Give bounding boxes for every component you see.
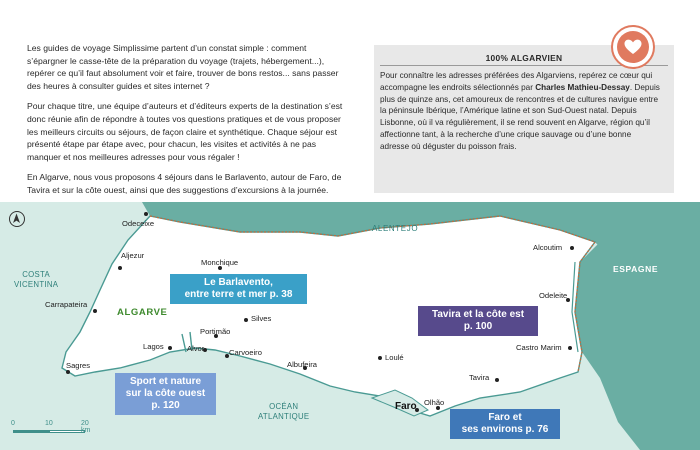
scale-label-0: 0	[11, 420, 15, 427]
callout-tavira-line2: p. 100	[463, 321, 493, 332]
region-label-alentejo: ALENTEJO	[372, 224, 419, 233]
town-label-olhao: Olhão	[424, 398, 445, 407]
town-label-alvor: Alvor	[187, 344, 205, 353]
callout-faro[interactable]	[450, 409, 560, 439]
sidebar-text-after: . Depuis plus de quinze ans, cet amoureux de rencontres et de cultures navigue entre la péninsule Ibérique, l’Amérique latine et son Sud-Ouest natal. Depuis Lisbonne, où il va régulièrement, il se rend souvent en Algarve, région qu’il affectionne tant, à la recherche d’une crique sauvage ou d’une bonne adresse où déguster du poisson frais.	[380, 82, 660, 151]
sea-label-ocean-line1: OCÉAN	[269, 402, 299, 411]
callout-tavira-line1: Tavira et la côte est	[431, 309, 525, 320]
town-label-castro-marim: Castro Marim	[516, 343, 562, 352]
town-dot-odeceixe	[144, 212, 148, 216]
town-dot-tavira	[495, 378, 499, 382]
callout-barlavento[interactable]	[170, 274, 307, 304]
intro-paragraph-2: Pour chaque titre, une équipe d’auteurs et d’éditeurs experts de la destination s’est donc réunie afin de répondre à toutes vos questions pratiques et de vous proposer les meilleurs circuits ou séjours, de façon claire et synthétique. Chaque séjour est présenté étape par étape avec, pour chacun, les visites et activités à ne pas manquer et nos meilleures adresses pour vous régaler !	[27, 101, 343, 162]
sea-label-vicentina: VICENTINA	[14, 280, 59, 289]
map-graphic	[0, 202, 700, 450]
town-dot-castro-marim	[568, 346, 572, 350]
callout-sport-line3: p. 120	[151, 400, 180, 411]
sea-label-ocean	[258, 402, 309, 422]
town-dot-lagos	[168, 346, 172, 350]
callout-faro-line1: Faro et	[488, 412, 522, 423]
town-label-odeleite: Odeleite	[539, 291, 568, 300]
town-label-aljezur: Aljezur	[121, 251, 145, 260]
sea-label-costa-vicentina	[14, 270, 58, 290]
town-label-albufeira: Albufeira	[287, 360, 317, 369]
region-label-espagne: ESPAGNE	[613, 264, 659, 274]
town-label-monchique: Monchique	[201, 258, 239, 267]
callout-barlavento-line2: entre terre et mer p. 38	[184, 289, 293, 300]
intro-text	[27, 42, 345, 205]
callout-sport-nature[interactable]	[115, 373, 216, 415]
callout-tavira[interactable]	[418, 306, 538, 336]
compass-arrow	[10, 212, 23, 225]
compass-icon	[9, 211, 25, 227]
town-label-portimao: Portimão	[200, 327, 231, 336]
town-label-lagos: Lagos	[143, 342, 164, 351]
heart-icon	[610, 24, 656, 70]
callout-barlavento-line1: Le Barlavento,	[204, 277, 273, 288]
town-dot-loule	[378, 356, 382, 360]
scale-label-20: 20 km	[81, 420, 91, 434]
intro-paragraph-3: En Algarve, nous vous proposons 4 séjours dans le Barlavento, autour de Faro, de Tavira et sur la côte ouest, ainsi que des suggestions d’excursions à la journée.	[27, 172, 342, 195]
town-dot-carrapateira	[93, 309, 97, 313]
scale-bar-segment	[49, 430, 85, 433]
town-label-faro: Faro	[395, 401, 417, 412]
algarve-map	[0, 202, 700, 450]
region-label-algarve: ALGARVE	[117, 307, 168, 318]
sea-label-costa: COSTA	[22, 270, 51, 279]
town-label-loule: Loulé	[385, 353, 404, 362]
sidebar-title: 100% ALGARVIEN	[485, 53, 563, 63]
town-label-carvoeiro: Carvoeiro	[229, 348, 262, 357]
town-label-tavira: Tavira	[469, 373, 490, 382]
intro-paragraph-1: Les guides de voyage Simplissime partent d’un constat simple : comment s’épargner le casse-tête de la préparation du voyage (trajets, hébergement...), repérer ce qu’il faut absolument voir et faire, trouver de bons restos... sans passer des heures à consulter guides et sites internet ?	[27, 43, 339, 91]
sea-label-ocean-line2: ATLANTIQUE	[258, 412, 310, 421]
sidebar-text-before: Pour connaître les adresses préférées des Algarviens, repérez ce cœur qui accompagne les endroits sélectionnés par	[380, 71, 653, 92]
scale-label-10: 10	[45, 420, 53, 427]
sidebar-body	[380, 70, 662, 153]
town-dot-alcoutim	[570, 246, 574, 250]
town-dot-sagres	[66, 370, 70, 374]
town-dot-silves	[244, 318, 248, 322]
callout-sport-line1: Sport et nature	[129, 376, 202, 387]
town-dot-aljezur	[118, 266, 122, 270]
town-label-sagres: Sagres	[66, 361, 91, 370]
callout-faro-line2: ses environs p. 76	[461, 424, 549, 435]
callout-sport-line2: sur la côte ouest	[125, 388, 206, 399]
town-label-silves: Silves	[251, 314, 272, 323]
town-label-odeceixe: Odeceixe	[122, 219, 155, 228]
sidebar-author: Charles Mathieu-Dessay	[535, 82, 630, 92]
town-label-carrapateira: Carrapateira	[45, 300, 88, 309]
town-label-alcoutim: Alcoutim	[533, 243, 563, 252]
